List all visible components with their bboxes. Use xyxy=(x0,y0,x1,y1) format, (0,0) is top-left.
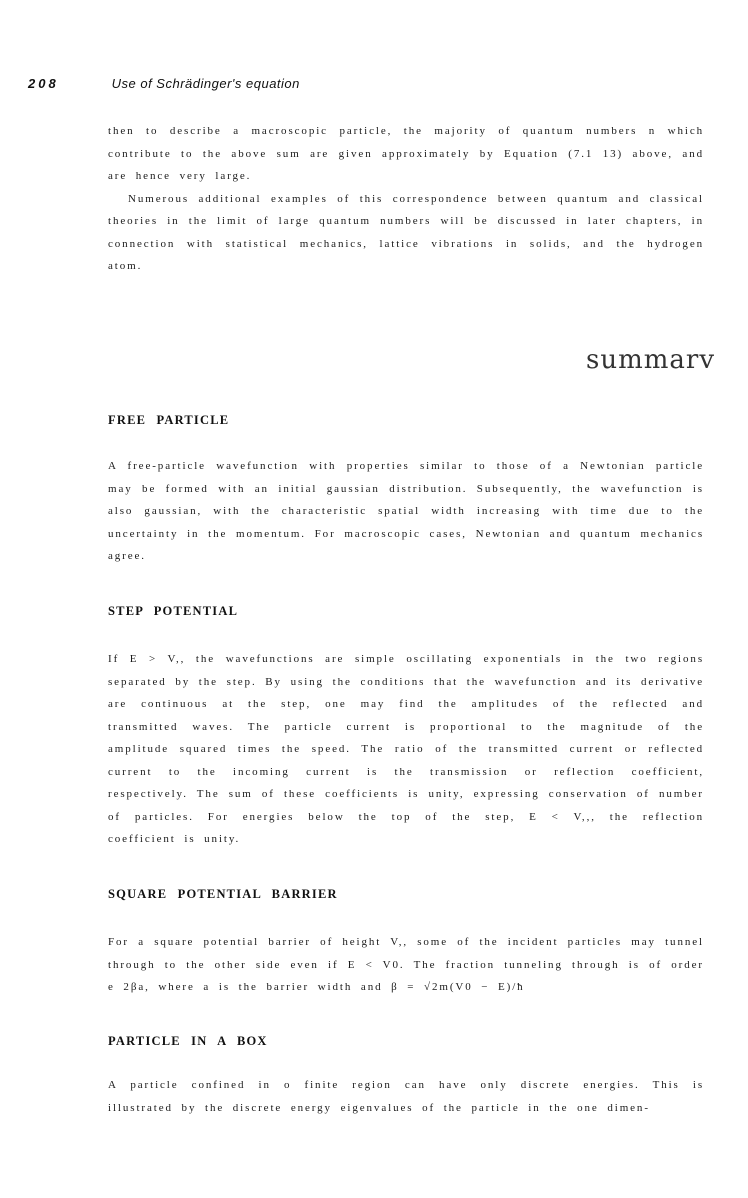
intro-paragraph-2: Numerous additional examples of this correspondence between quantum and classical theories in the limit of large quantum numbers will be discussed in later chapters, in connection with statistical mechanics, lattice vibrations in solids, and the hydrogen atom. xyxy=(108,192,704,272)
summary-heading: summarv xyxy=(586,345,716,375)
running-title: Use of Schrädinger's equation xyxy=(111,76,300,91)
section-body-step-potential xyxy=(108,648,704,851)
free-particle-text: A free-particle wavefunction with properties similar to those of a Newtonian particle may be formed with an initial gaussian distribution. Subsequently, the wavefunction is also gaussian, with the characteristic spatial width increasing with time due to the uncertainty in the momentum. For macroscopic cases, Newtonian and quantum mechanics agree. xyxy=(108,460,704,562)
section-body-free-particle xyxy=(108,455,704,568)
section-heading-particle-in-box: PARTICLE IN A BOX xyxy=(108,1034,268,1048)
section-body-particle-in-box xyxy=(108,1074,704,1119)
intro-paragraph-1: then to describe a macroscopic particle, the majority of quantum numbers n which contribute to the above sum are given approximately by Equation (7.1 13) above, and are hence very large. xyxy=(108,125,704,182)
section-body-square-barrier xyxy=(108,931,704,999)
section-heading-square-barrier: SQUARE POTENTIAL BARRIER xyxy=(108,887,338,901)
particle-in-box-text: A particle confined in o finite region can have only discrete energies. This is illustrated by the discrete energy eigenvalues of the particle in the one dimen- xyxy=(108,1079,704,1114)
step-potential-text: If E > V,, the wavefunctions are simple oscillating exponentials in the two regions separated by the step. By using the conditions that the wavefunction and its derivative are continuous at the step, one may find the amplitudes of the reflected and transmitted waves. The particle current is proportional to the magnitude of the amplitude squared times the speed. The ratio of the transmitted current or reflected current to the incoming current is the transmission or reflection coefficient, respectively. The sum of these coefficients is unity, expressing conservation of number of particles. For energies below the top of the step, E < V,,, the reflection coefficient is unity. xyxy=(108,653,704,845)
page-header xyxy=(28,76,300,91)
section-heading-free-particle: FREE PARTICLE xyxy=(108,413,230,427)
section-heading-step-potential: STEP POTENTIAL xyxy=(108,604,239,618)
page-number: 208 xyxy=(28,76,59,91)
square-barrier-text: For a square potential barrier of height V,, some of the incident particles may tunnel through to the other side even if E < V0. The fraction tunneling through is of order e 2βa, where a is the barrier width and β = √2m(V0 − E)/ħ xyxy=(108,936,704,993)
intro-text xyxy=(108,120,704,278)
